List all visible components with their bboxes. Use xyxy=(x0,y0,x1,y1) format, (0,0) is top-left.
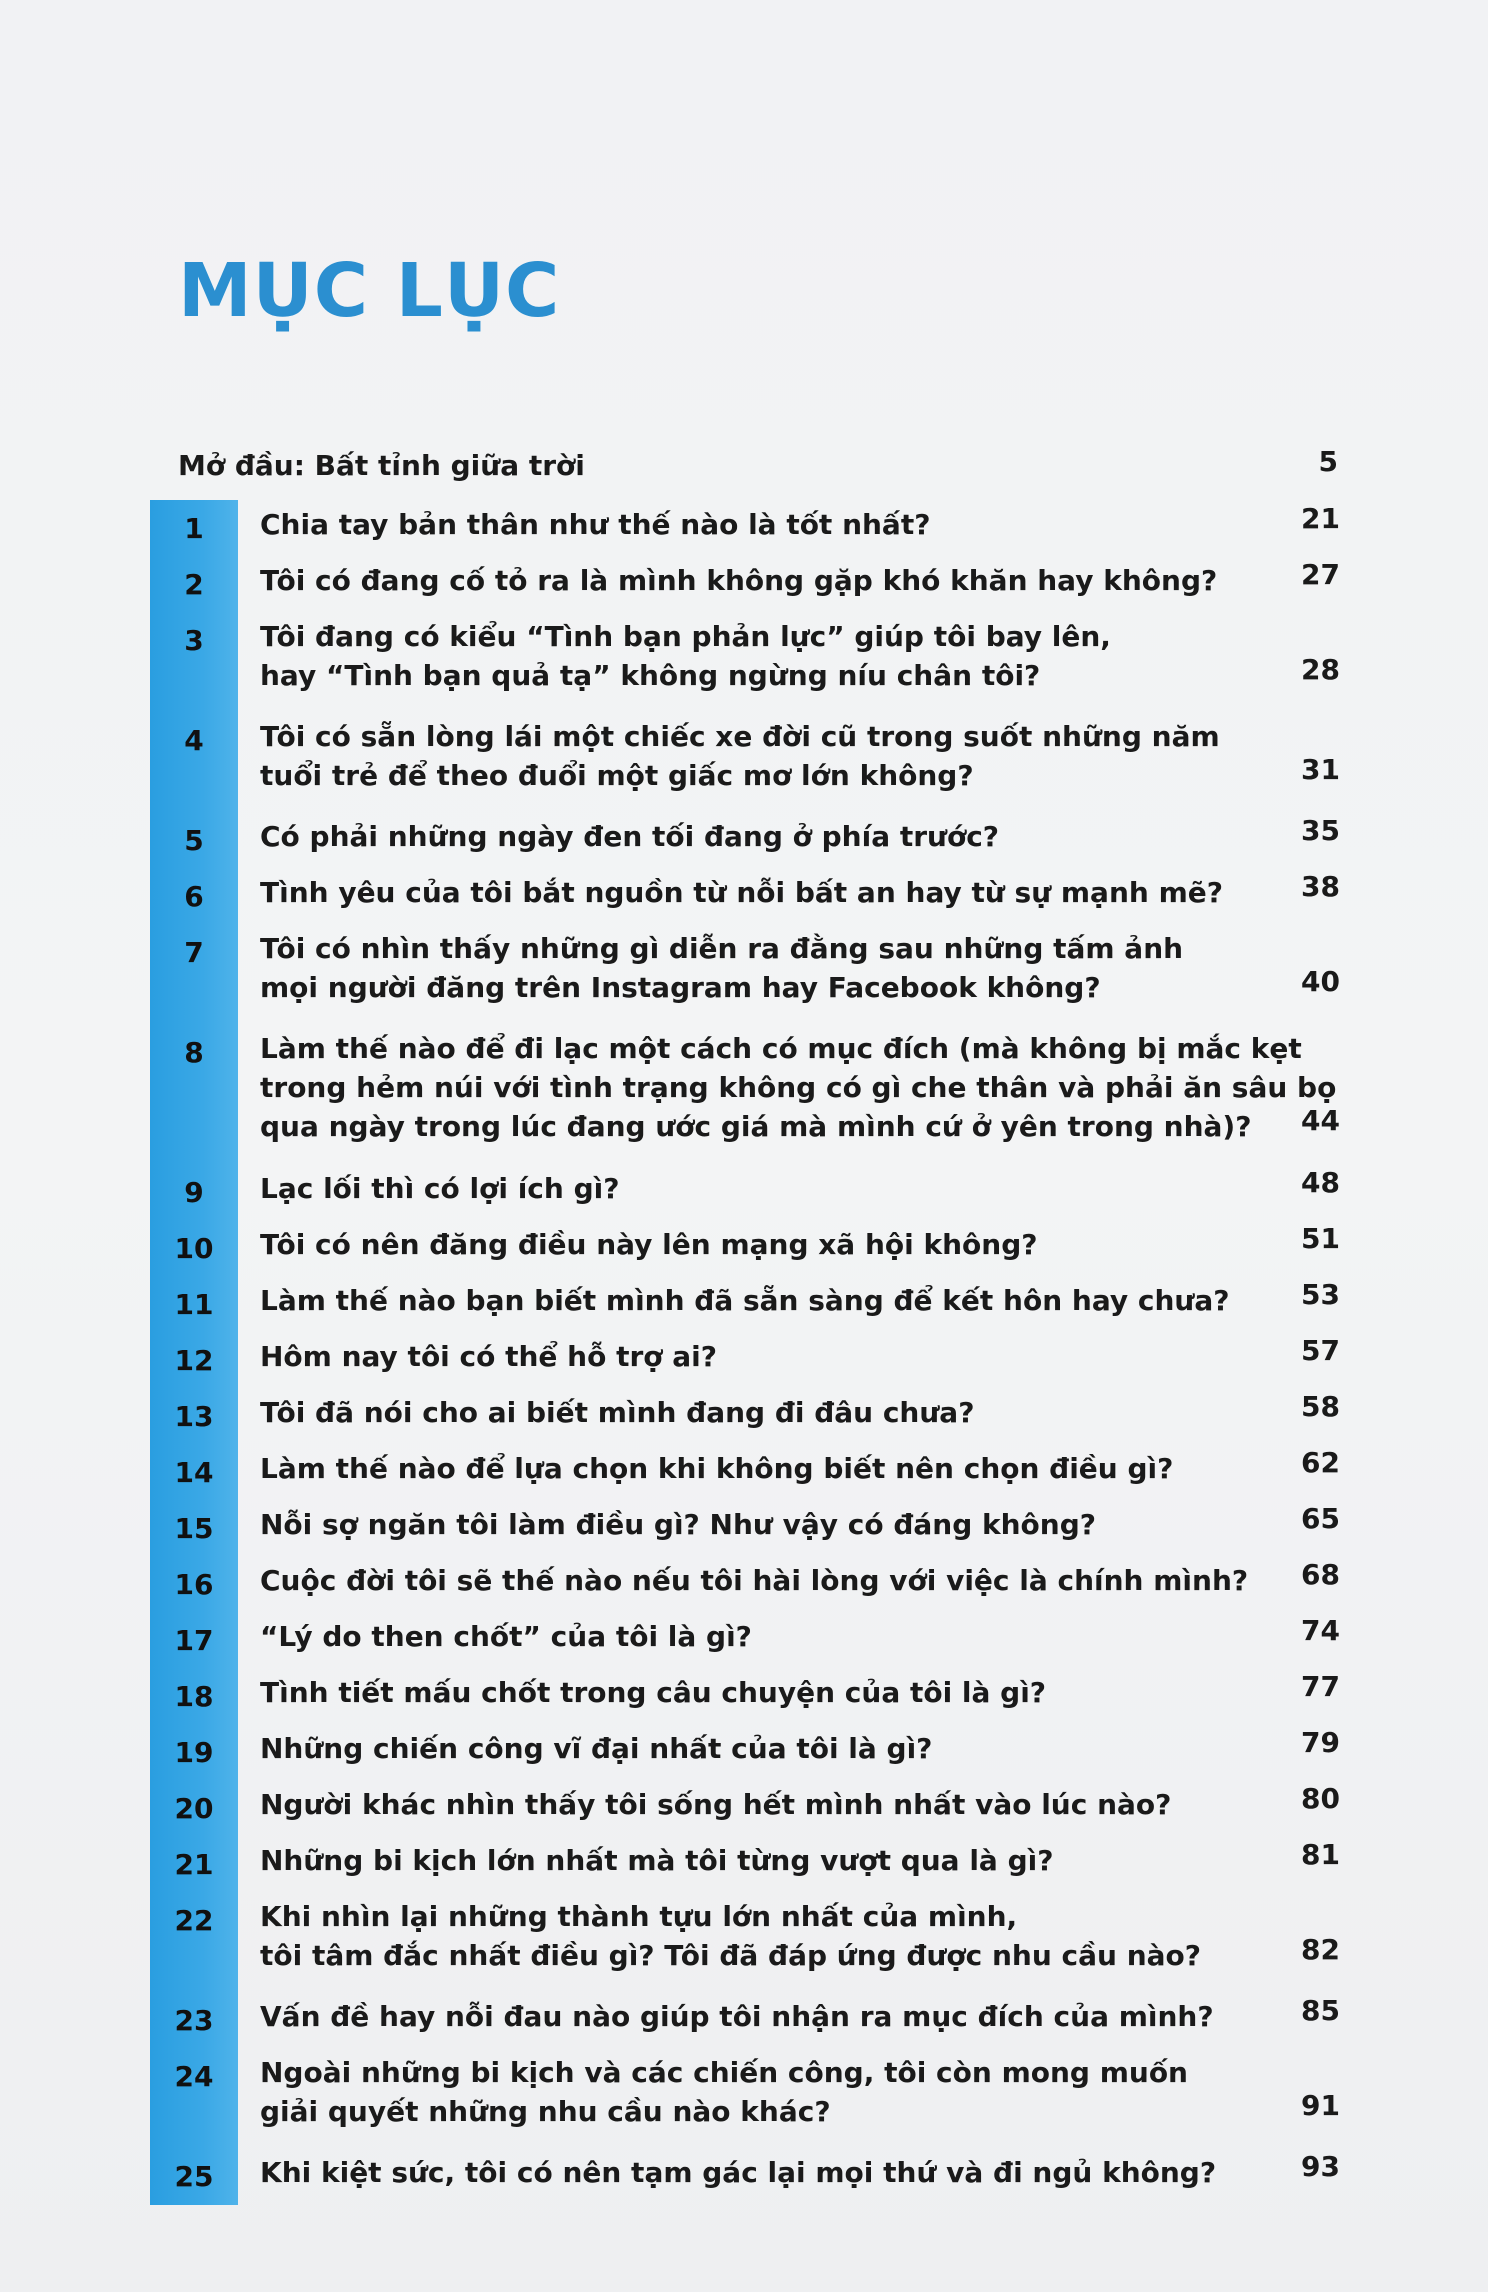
chapter-page-number: 27 xyxy=(1301,558,1340,591)
chapter-number: 25 xyxy=(174,2160,214,2193)
chapter-title-line: Lạc lối thì có lợi ích gì? xyxy=(260,1172,620,1205)
chapter-title-line: mọi người đăng trên Instagram hay Facebook không? xyxy=(260,971,1101,1004)
toc-entry xyxy=(150,1838,1340,1881)
chapter-title-line: Những bi kịch lớn nhất mà tôi từng vượt qua là gì? xyxy=(260,1844,1054,1877)
chapter-page-number: 31 xyxy=(1301,753,1340,786)
chapter-title-line: Người khác nhìn thấy tôi sống hết mình nhất vào lúc nào? xyxy=(260,1788,1172,1821)
chapter-title xyxy=(260,1225,1200,1264)
chapter-title xyxy=(260,561,1218,600)
chapter-title-line: Chia tay bản thân như thế nào là tốt nhất? xyxy=(260,508,931,541)
chapter-title xyxy=(260,817,1200,856)
chapter-page-number: 68 xyxy=(1301,1558,1340,1591)
toc-entry xyxy=(150,1897,1340,1975)
chapter-title xyxy=(260,505,1200,544)
chapter-page-number: 38 xyxy=(1301,870,1340,903)
chapter-page-number: 40 xyxy=(1301,965,1340,998)
chapter-title xyxy=(260,1785,1200,1824)
chapter-number: 11 xyxy=(174,1288,214,1321)
chapter-number: 12 xyxy=(174,1344,214,1377)
chapter-title-line: Tôi có sẵn lòng lái một chiếc xe đời cũ trong suốt những năm xyxy=(260,720,1220,753)
chapter-number: 14 xyxy=(174,1456,214,1489)
chapter-title-line: Làm thế nào để đi lạc một cách có mục đích (mà không bị mắc kẹt xyxy=(260,1032,1302,1065)
chapter-title-line: trong hẻm núi với tình trạng không có gì che thân và phải ăn sâu bọ xyxy=(260,1071,1337,1104)
chapter-title xyxy=(260,717,1220,795)
chapter-title-line: hay “Tình bạn quả tạ” không ngừng níu chân tôi? xyxy=(260,659,1041,692)
chapter-page-number: 28 xyxy=(1301,653,1340,686)
chapter-title-line: Tôi đã nói cho ai biết mình đang đi đâu chưa? xyxy=(260,1396,975,1429)
chapter-number: 17 xyxy=(174,1624,214,1657)
chapter-title-line: qua ngày trong lúc đang ước giá mà mình cứ ở yên trong nhà)? xyxy=(260,1110,1252,1143)
chapter-page-number: 80 xyxy=(1301,1782,1340,1815)
chapter-title-line: “Lý do then chốt” của tôi là gì? xyxy=(260,1620,752,1653)
chapter-title-line: Tình tiết mấu chốt trong câu chuyện của tôi là gì? xyxy=(260,1676,1047,1709)
chapter-number: 4 xyxy=(184,724,204,757)
chapter-page-number: 58 xyxy=(1301,1390,1340,1423)
chapter-page-number: 44 xyxy=(1301,1104,1340,1137)
chapter-title xyxy=(260,1169,1200,1208)
chapter-number: 5 xyxy=(184,824,204,857)
chapter-number: 1 xyxy=(184,512,204,545)
chapter-title-line: Vấn đề hay nỗi đau nào giúp tôi nhận ra mục đích của mình? xyxy=(260,2000,1214,2033)
toc-entry xyxy=(150,1166,1340,1209)
toc-entry xyxy=(150,1446,1340,1489)
chapter-title-line: Nỗi sợ ngăn tôi làm điều gì? Như vậy có đáng không? xyxy=(260,1508,1096,1541)
chapter-number: 9 xyxy=(184,1176,204,1209)
toc-entry xyxy=(150,929,1340,1007)
chapter-page-number: 53 xyxy=(1301,1278,1340,1311)
toc-entry xyxy=(150,814,1340,857)
toc-entry xyxy=(150,502,1340,545)
chapter-page-number: 65 xyxy=(1301,1502,1340,1535)
toc-entry xyxy=(150,1334,1340,1377)
chapter-number: 24 xyxy=(174,2060,214,2093)
chapter-number: 19 xyxy=(174,1736,214,1769)
chapter-title-line: Tôi đang có kiểu “Tình bạn phản lực” giúp tôi bay lên, xyxy=(260,620,1111,653)
toc-entry xyxy=(150,1278,1340,1321)
chapter-page-number: 35 xyxy=(1301,814,1340,847)
chapter-title-line: Có phải những ngày đen tối đang ở phía trước? xyxy=(260,820,1000,853)
page-title: MỤC LỤC xyxy=(178,248,561,334)
chapter-title-line: Cuộc đời tôi sẽ thế nào nếu tôi hài lòng với việc là chính mình? xyxy=(260,1564,1249,1597)
chapter-number: 2 xyxy=(184,568,204,601)
chapter-title xyxy=(260,2053,1200,2131)
chapter-title xyxy=(260,1561,1249,1600)
toc-entry xyxy=(150,617,1340,695)
chapter-title xyxy=(260,1505,1200,1544)
chapter-title-line: tôi tâm đắc nhất điều gì? Tôi đã đáp ứng được nhu cầu nào? xyxy=(260,1939,1202,1972)
chapter-title xyxy=(260,2153,1217,2192)
chapter-title-line: giải quyết những nhu cầu nào khác? xyxy=(260,2095,831,2128)
chapter-number: 6 xyxy=(184,880,204,913)
chapter-number: 13 xyxy=(174,1400,214,1433)
chapter-title xyxy=(260,1673,1200,1712)
chapter-number: 23 xyxy=(174,2004,214,2037)
chapter-page-number: 91 xyxy=(1301,2089,1340,2122)
toc-entry xyxy=(150,2053,1340,2131)
chapter-page-number: 79 xyxy=(1301,1726,1340,1759)
chapter-number: 20 xyxy=(174,1792,214,1825)
toc-entry xyxy=(150,1029,1340,1146)
chapter-page-number: 74 xyxy=(1301,1614,1340,1647)
chapter-title-line: Khi nhìn lại những thành tựu lớn nhất của mình, xyxy=(260,1900,1018,1933)
chapter-page-number: 62 xyxy=(1301,1446,1340,1479)
chapter-page-number: 57 xyxy=(1301,1334,1340,1367)
chapter-page-number: 93 xyxy=(1301,2150,1340,2183)
chapter-title-line: Làm thế nào bạn biết mình đã sẵn sàng để kết hôn hay chưa? xyxy=(260,1284,1230,1317)
intro-title: Mở đầu: Bất tỉnh giữa trời xyxy=(178,449,585,482)
chapter-title xyxy=(260,873,1223,912)
chapter-page-number: 77 xyxy=(1301,1670,1340,1703)
toc-entry xyxy=(150,717,1340,795)
chapter-number: 10 xyxy=(174,1232,214,1265)
chapter-title-line: Tôi có nên đăng điều này lên mạng xã hội không? xyxy=(260,1228,1038,1261)
chapter-title xyxy=(260,617,1200,695)
chapter-page-number: 48 xyxy=(1301,1166,1340,1199)
chapter-title xyxy=(260,1841,1200,1880)
chapter-number: 7 xyxy=(184,936,204,969)
chapter-number: 3 xyxy=(184,624,204,657)
toc-entry xyxy=(150,1614,1340,1657)
chapter-page-number: 82 xyxy=(1301,1933,1340,1966)
toc-entry xyxy=(150,1558,1340,1601)
chapter-number: 18 xyxy=(174,1680,214,1713)
chapter-title-line: Khi kiệt sức, tôi có nên tạm gác lại mọi thứ và đi ngủ không? xyxy=(260,2156,1217,2189)
toc-intro-entry xyxy=(178,445,1338,485)
chapter-title xyxy=(260,1617,1200,1656)
chapter-title xyxy=(260,1897,1200,1975)
chapter-title xyxy=(260,1337,1200,1376)
chapter-number: 8 xyxy=(184,1036,204,1069)
chapter-title xyxy=(260,929,1200,1007)
chapter-title-line: Làm thế nào để lựa chọn khi không biết nên chọn điều gì? xyxy=(260,1452,1174,1485)
chapter-page-number: 85 xyxy=(1301,1994,1340,2027)
chapter-page-number: 81 xyxy=(1301,1838,1340,1871)
toc-entry xyxy=(150,1782,1340,1825)
chapter-title-line: Ngoài những bi kịch và các chiến công, tôi còn mong muốn xyxy=(260,2056,1188,2089)
chapter-title-line: Tình yêu của tôi bắt nguồn từ nỗi bất an hay từ sự mạnh mẽ? xyxy=(260,876,1223,909)
toc-entry xyxy=(150,1726,1340,1769)
chapter-page-number: 51 xyxy=(1301,1222,1340,1255)
toc-entry xyxy=(150,870,1340,913)
chapter-title-line: Những chiến công vĩ đại nhất của tôi là gì? xyxy=(260,1732,933,1765)
toc-entry xyxy=(150,1222,1340,1265)
chapter-title-line: tuổi trẻ để theo đuổi một giấc mơ lớn không? xyxy=(260,759,974,792)
toc-entry xyxy=(150,2150,1340,2193)
chapter-title xyxy=(260,1393,1200,1432)
chapter-title-line: Tôi có đang cố tỏ ra là mình không gặp khó khăn hay không? xyxy=(260,564,1218,597)
chapter-number: 15 xyxy=(174,1512,214,1545)
chapter-title xyxy=(260,1281,1230,1320)
chapter-title xyxy=(260,1449,1200,1488)
chapter-title-line: Hôm nay tôi có thể hỗ trợ ai? xyxy=(260,1340,717,1373)
chapter-number: 22 xyxy=(174,1904,214,1937)
chapter-title xyxy=(260,1997,1214,2036)
chapter-number: 21 xyxy=(174,1848,214,1881)
intro-page-number: 5 xyxy=(1318,445,1338,478)
toc-entry xyxy=(150,1390,1340,1433)
toc-entry xyxy=(150,1994,1340,2037)
toc-entry xyxy=(150,1502,1340,1545)
toc-entry xyxy=(150,558,1340,601)
chapter-number: 16 xyxy=(174,1568,214,1601)
chapter-page-number: 21 xyxy=(1301,502,1340,535)
toc-entry xyxy=(150,1670,1340,1713)
chapter-title-line: Tôi có nhìn thấy những gì diễn ra đằng sau những tấm ảnh xyxy=(260,932,1184,965)
chapter-title xyxy=(260,1729,1200,1768)
